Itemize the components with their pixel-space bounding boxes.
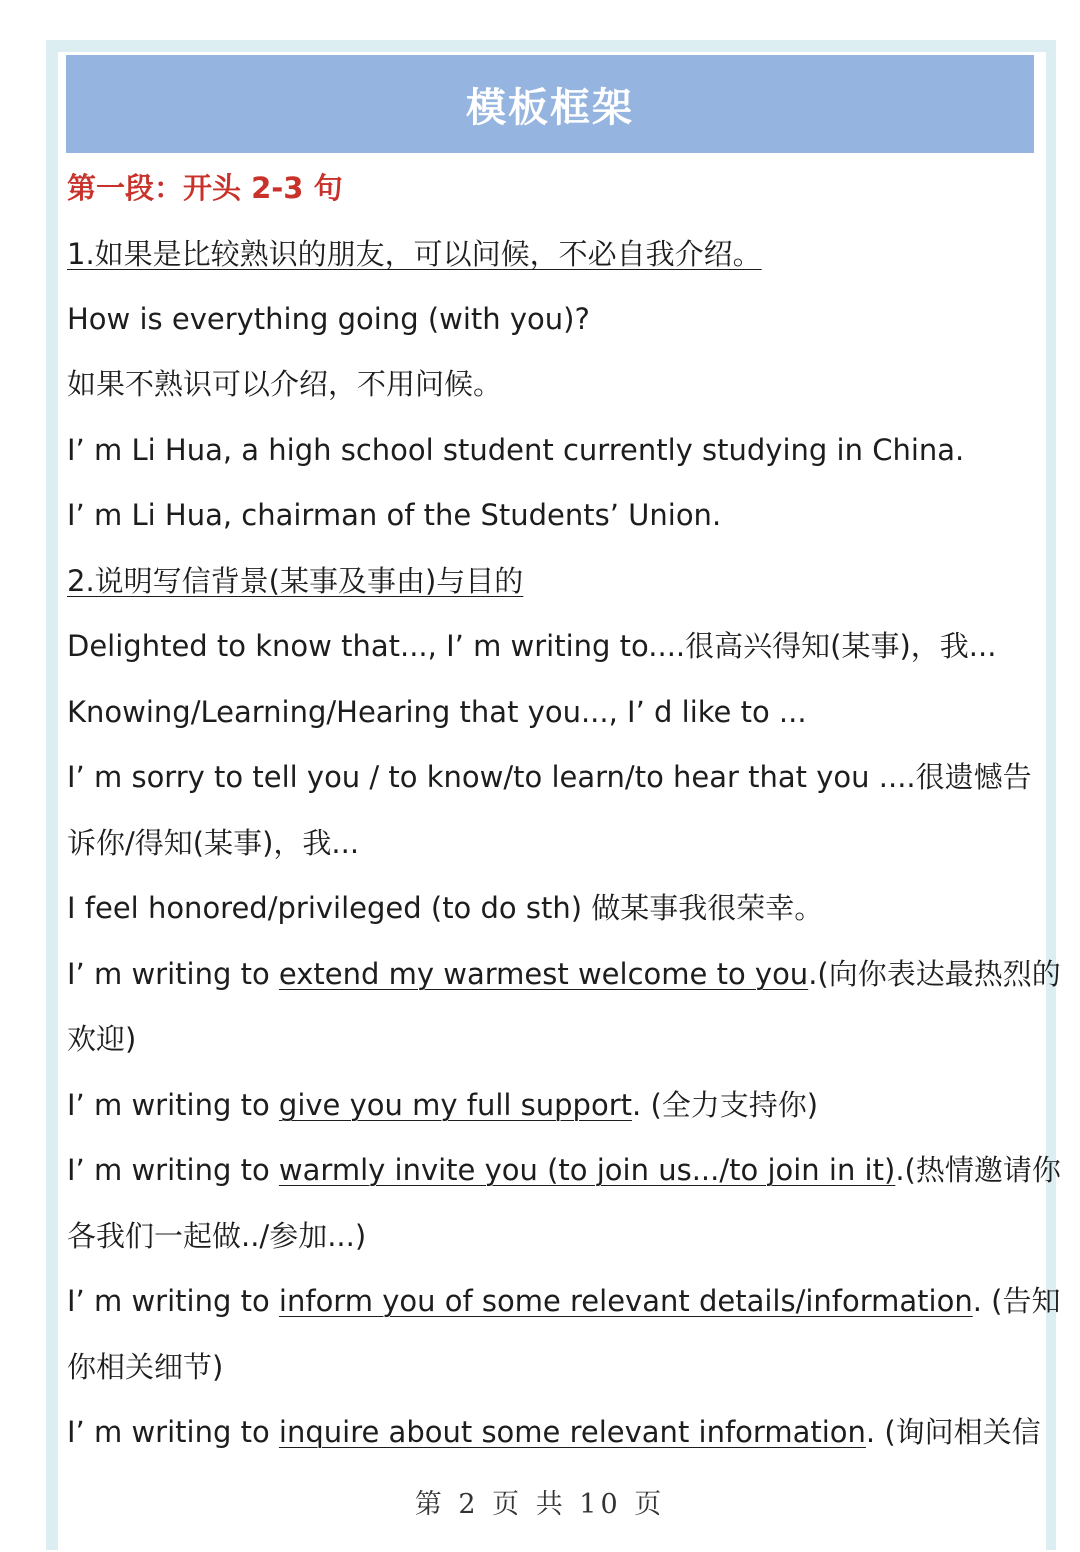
phrase-prefix: I’ m writing to — [67, 1284, 279, 1318]
text-line — [67, 1085, 1036, 1125]
phrase-prefix: I’ m writing to — [67, 1088, 279, 1122]
key-phrase: inquire about some relevant information — [278, 1415, 866, 1449]
point-1-heading: 1.如果是比较熟识的朋友，可以问候，不必自我介绍。 — [67, 237, 762, 271]
text-line — [67, 234, 1036, 274]
key-phrase: warmly invite you (to join us.../to join in it) — [278, 1153, 896, 1187]
text-line — [67, 1150, 1061, 1190]
text-line: 你相关细节) — [67, 1350, 224, 1384]
text-line: 诉你/得知(某事)，我... — [67, 826, 360, 860]
key-phrase: extend my warmest welcome to you — [278, 957, 809, 991]
document-title: 模板框架 — [466, 84, 634, 131]
text-line: Delighted to know that..., I’ m writing to....很高兴得知(某事)，我... — [67, 629, 997, 663]
phrase-suffix: . (告知 — [972, 1284, 1061, 1318]
text-line: 如果不熟识可以介绍，不用问候。 — [67, 367, 503, 401]
text-line: 欢迎) — [67, 1022, 137, 1056]
phrase-prefix: I’ m writing to — [67, 957, 279, 991]
phrase-prefix: I’ m writing to — [67, 1153, 279, 1187]
phrase-suffix: .(向你表达最热烈的 — [808, 957, 1061, 991]
phrase-suffix: . (全力支持你) — [632, 1088, 819, 1122]
key-phrase: give you my full support — [278, 1088, 633, 1122]
text-line: 各我们一起做../参加...) — [67, 1219, 367, 1253]
text-line: Knowing/Learning/Hearing that you..., I’ d like to ... — [67, 695, 807, 729]
section-heading: 第一段：开头 2-3 句 — [67, 171, 343, 205]
text-line: I’ m Li Hua, a high school student currently studying in China. — [67, 433, 965, 467]
phrase-suffix: . (询问相关信 — [865, 1415, 1041, 1449]
text-line — [67, 1281, 1061, 1321]
key-phrase: inform you of some relevant details/information — [278, 1284, 973, 1318]
text-line: I feel honored/privileged (to do sth) 做某事我很荣幸。 — [67, 891, 824, 925]
text-line — [67, 954, 1061, 994]
document-page — [58, 52, 1046, 1552]
phrase-suffix: .(热情邀请你 — [895, 1153, 1061, 1187]
point-2-heading: 2.说明写信背景(某事及事由)与目的 — [67, 564, 524, 598]
page-number-footer: 第 2 页 共 10 页 — [414, 1489, 666, 1520]
text-line — [67, 1412, 1041, 1452]
text-line — [67, 561, 1036, 601]
text-line: I’ m Li Hua, chairman of the Students’ Union. — [67, 498, 722, 532]
text-line: How is everything going (with you)? — [67, 302, 590, 336]
text-line: I’ m sorry to tell you / to know/to learn/to hear that you ....很遗憾告 — [67, 760, 1032, 794]
phrase-prefix: I’ m writing to — [67, 1415, 279, 1449]
title-banner — [66, 55, 1034, 153]
